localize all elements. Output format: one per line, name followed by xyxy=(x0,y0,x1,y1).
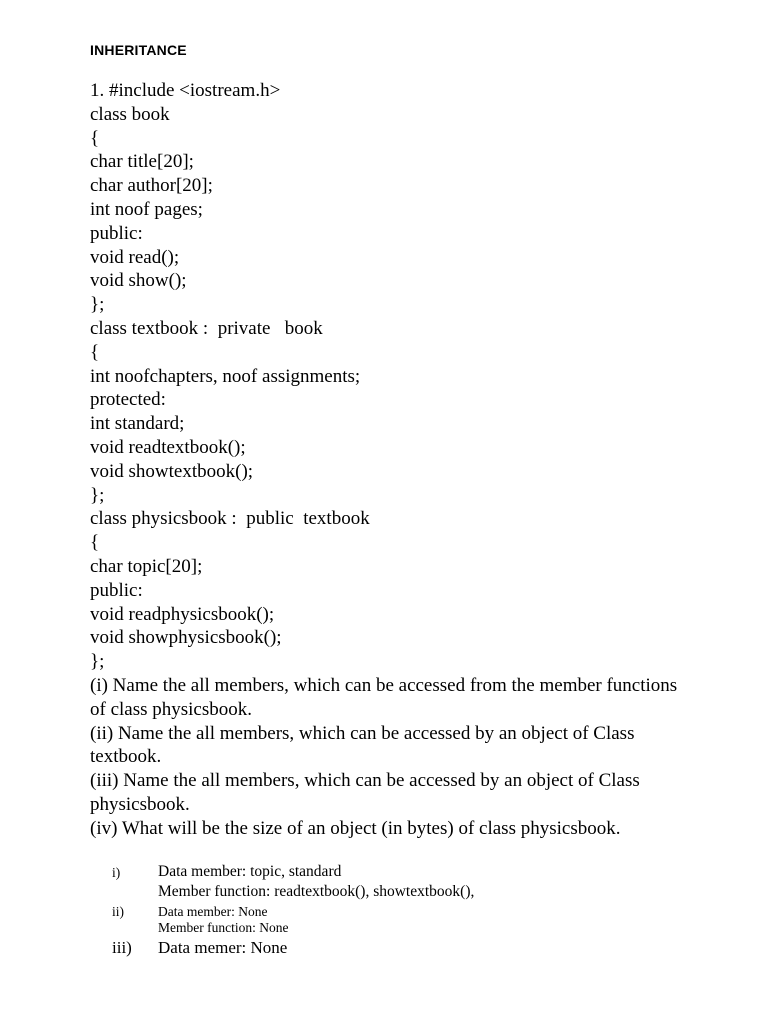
answer-data-member: Data memer: None xyxy=(158,938,288,957)
code-line: public: xyxy=(90,579,143,601)
code-line: 1. #include <iostream.h> xyxy=(90,80,281,101)
code-line: void showphysicsbook(); xyxy=(90,627,282,649)
question-part-ii: (ii) Name the all members, which can be accessed by an object of Class textbook. xyxy=(90,722,635,768)
document-heading: INHERITANCE xyxy=(90,42,187,58)
code-line: void showtextbook(); xyxy=(90,460,254,482)
answer-data-member: Data member: topic, standard xyxy=(158,863,342,880)
code-line: char author[20]; xyxy=(90,175,213,197)
code-line: public: xyxy=(90,222,143,244)
question-part-iv: (iv) What will be the size of an object (in bytes) of class physicsbook. xyxy=(90,817,621,839)
code-line: char topic[20]; xyxy=(90,555,203,577)
code-line: int standard; xyxy=(90,413,185,435)
code-line: { xyxy=(90,532,100,554)
code-line: void readphysicsbook(); xyxy=(90,603,275,625)
question-part-iii: (iii) Name the all members, which can be accessed by an object of Class physicsbook. xyxy=(90,770,640,815)
answer-number: i) xyxy=(112,865,121,880)
code-line: }; xyxy=(90,651,105,673)
question-body xyxy=(90,79,690,841)
code-line: class physicsbook : public textbook xyxy=(90,508,370,530)
answer-member-function: Member function: None xyxy=(158,920,289,935)
code-line: }; xyxy=(90,294,105,316)
code-line: class book xyxy=(90,103,170,125)
answer-number: ii) xyxy=(112,904,124,919)
code-line: int noofchapters, noof assignments; xyxy=(90,365,361,387)
question-part-i: (i) Name the all members, which can be accessed from the member functions of class physicsbook. xyxy=(90,674,678,720)
code-line: { xyxy=(90,341,100,363)
code-line: { xyxy=(90,127,100,149)
code-line: protected: xyxy=(90,389,166,411)
answer-number: iii) xyxy=(112,938,132,957)
code-line: void show(); xyxy=(90,270,187,292)
code-line: }; xyxy=(90,484,105,506)
code-line: void readtextbook(); xyxy=(90,436,246,458)
code-line: void read(); xyxy=(90,246,180,268)
answer-data-member: Data member: None xyxy=(158,904,268,919)
code-line: char title[20]; xyxy=(90,151,194,173)
code-line: class textbook : private book xyxy=(90,317,323,339)
code-line: int noof pages; xyxy=(90,198,203,220)
answer-member-function: Member function: readtextbook(), showtextbook(), xyxy=(158,883,475,900)
